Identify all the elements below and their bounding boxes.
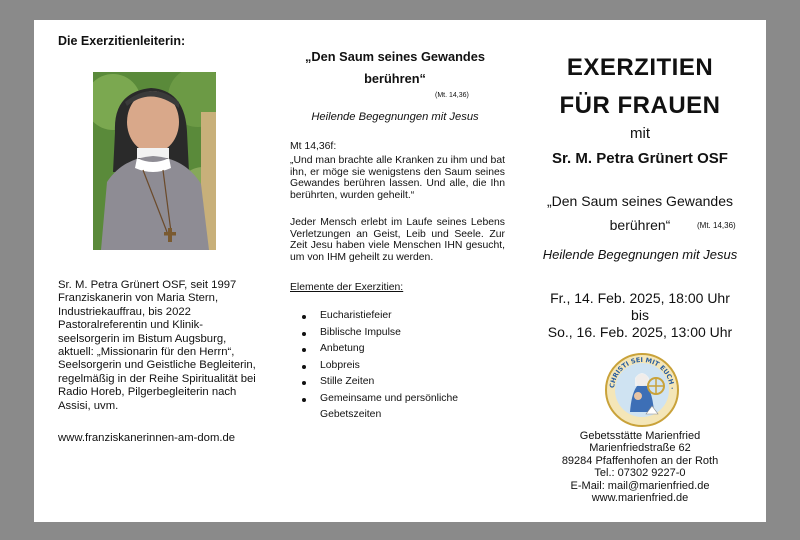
middle-title-reference: (Mt. 14,36): [435, 92, 469, 99]
bullet-icon: [302, 332, 306, 336]
bullet-icon: [302, 365, 306, 369]
leader-name: Sr. M. Petra Grünert OSF: [552, 150, 728, 167]
address-name: Gebetsstätte Marienfried: [579, 430, 701, 442]
event-dates: [514, 290, 766, 341]
list-item: Biblische Impulse: [290, 325, 505, 342]
list-item: Eucharistiefeier: [290, 308, 505, 325]
elements-heading: Elemente der Exerzitien:: [290, 282, 404, 293]
leader-heading: Die Exerzitienleiterin:: [58, 34, 186, 48]
intro-paragraph: Jeder Mensch erlebt im Laufe seines Lebens Verletzungen an Geist, Leib und Seele. Zur Zeit Jesu haben viele Menschen IHN gesucht, um von IHM geheilt zu werden.: [290, 217, 505, 263]
list-item: Stille Zeiten: [290, 374, 505, 391]
elements-list: [290, 308, 505, 424]
address-city: 89284 Pfaffenhofen an der Roth: [561, 454, 719, 467]
middle-title-line2: berühren“: [364, 71, 426, 86]
marienfried-logo: [604, 352, 680, 428]
with-label: mit: [630, 125, 650, 142]
bullet-icon: [302, 398, 306, 402]
address-phone: Tel.: 07302 9227-0: [594, 467, 686, 480]
bullet-icon: [302, 315, 306, 319]
bible-reference: Mt 14,36f:: [290, 141, 337, 152]
address-email[interactable]: E-Mail: mail@marienfried.de: [570, 479, 710, 492]
right-quote-reference: (Mt. 14,36): [697, 221, 736, 230]
middle-title: [290, 46, 500, 90]
right-quote-line1: „Den Saum seines Gewandes: [547, 193, 733, 209]
bible-quote: „Und man brachte alle Kranken zu ihm und bat ihn, er möge sie wenigstens den Saum seines Gewandes berühren lassen. Und alle, die Ihn berührten, wurden geheilt.“: [290, 155, 505, 201]
date-bis: bis: [631, 307, 649, 323]
main-title-line1: EXERZITIEN: [566, 54, 714, 81]
leader-bio: Sr. M. Petra Grünert OSF, seit 1997 Franziskanerin von Maria Stern, Industriekauffrau, bis 2022 Pastoralreferentin und Klinik-seelsorgerin im Bistum Augsburg, aktuell: „Missionarin für den Herrn“, Seelsorgerin und Geistliche Begleiterin, regelmäßig in der Reihe Spiritualität bei Radio Horeb, Pilgerbegleiterin nach Assisi, uvm.: [58, 279, 256, 412]
date-from: Fr., 14. Feb. 2025, 18:00 Uhr: [550, 290, 730, 306]
list-item: Lobpreis: [290, 358, 505, 375]
main-title: [514, 49, 766, 125]
bullet-icon: [302, 381, 306, 385]
date-to: So., 16. Feb. 2025, 13:00 Uhr: [547, 324, 733, 340]
list-item: Anbetung: [290, 341, 505, 358]
flyer-sheet: [34, 20, 766, 522]
middle-subtitle: Heilende Begegnungen mit Jesus: [311, 111, 479, 123]
website-link-franziskanerinnen[interactable]: www.franziskanerinnen-am-dom.de: [58, 432, 236, 444]
bullet-icon: [302, 348, 306, 352]
right-quote-line2: berühren“: [609, 217, 671, 233]
address-block: [514, 430, 766, 504]
right-subtitle: Heilende Begegnungen mit Jesus: [542, 247, 738, 262]
logo-text: CHRISTI SEI MIT EUCH ·: [608, 355, 677, 390]
address-street: Marienfriedstraße 62: [589, 442, 691, 455]
middle-title-line1: „Den Saum seines Gewandes: [305, 49, 485, 64]
list-item: Gemeinsame und persönliche Gebetszeiten: [290, 391, 505, 424]
leader-portrait: [93, 72, 216, 250]
address-website[interactable]: www.marienfried.de: [591, 492, 689, 505]
main-title-line2: FÜR FRAUEN: [559, 92, 721, 119]
